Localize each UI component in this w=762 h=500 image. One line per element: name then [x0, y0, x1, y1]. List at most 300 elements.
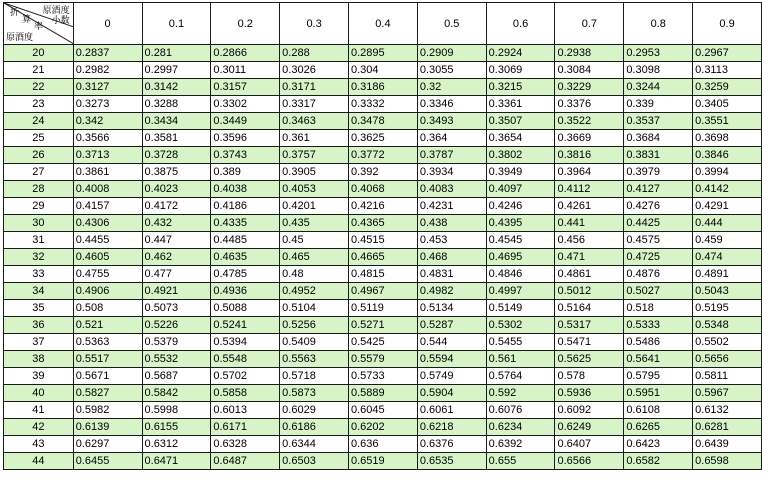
value-cell: 0.5579	[349, 351, 418, 368]
value-cell: 0.3493	[417, 113, 486, 130]
value-cell: 0.5951	[624, 385, 693, 402]
value-cell: 0.4127	[624, 181, 693, 198]
table-row	[4, 402, 762, 419]
value-cell: 0.4455	[73, 232, 142, 249]
value-cell: 0.5073	[142, 300, 211, 317]
value-cell: 0.474	[693, 249, 762, 266]
value-cell: 0.4172	[142, 198, 211, 215]
value-cell: 0.3816	[555, 147, 624, 164]
column-header: 0.7	[555, 3, 624, 45]
row-label-cell: 27	[4, 164, 74, 181]
value-cell: 0.3273	[73, 96, 142, 113]
value-cell: 0.3098	[624, 62, 693, 79]
value-cell: 0.5827	[73, 385, 142, 402]
value-cell: 0.5873	[280, 385, 349, 402]
row-label-cell: 36	[4, 317, 74, 334]
value-cell: 0.5271	[349, 317, 418, 334]
row-label-cell: 35	[4, 300, 74, 317]
value-cell: 0.339	[624, 96, 693, 113]
value-cell: 0.6455	[73, 453, 142, 470]
corner-rate-label-3: 率	[34, 21, 44, 31]
value-cell: 0.3949	[486, 164, 555, 181]
value-cell: 0.3581	[142, 130, 211, 147]
value-cell: 0.4982	[417, 283, 486, 300]
value-cell: 0.5226	[142, 317, 211, 334]
value-cell: 0.468	[417, 249, 486, 266]
corner-rate-label-1: 折	[10, 7, 20, 17]
value-cell: 0.3743	[211, 147, 280, 164]
value-cell: 0.3084	[555, 62, 624, 79]
value-cell: 0.5088	[211, 300, 280, 317]
table-header	[4, 3, 762, 45]
value-cell: 0.2938	[555, 45, 624, 62]
value-cell: 0.5795	[624, 368, 693, 385]
value-cell: 0.5842	[142, 385, 211, 402]
value-cell: 0.3288	[142, 96, 211, 113]
row-label-cell: 30	[4, 215, 74, 232]
value-cell: 0.6265	[624, 419, 693, 436]
value-cell: 0.6423	[624, 436, 693, 453]
corner-column-header: 原酒度	[42, 5, 70, 15]
corner-rate-label-2: 算	[22, 14, 32, 24]
value-cell: 0.4485	[211, 232, 280, 249]
value-cell: 0.4425	[624, 215, 693, 232]
value-cell: 0.5502	[693, 334, 762, 351]
value-cell: 0.5811	[693, 368, 762, 385]
value-cell: 0.4906	[73, 283, 142, 300]
value-cell: 0.4365	[349, 215, 418, 232]
value-cell: 0.3757	[280, 147, 349, 164]
corner-column-subheader: 小数	[51, 15, 70, 25]
value-cell: 0.3157	[211, 79, 280, 96]
value-cell: 0.3698	[693, 130, 762, 147]
value-cell: 0.5998	[142, 402, 211, 419]
value-cell: 0.5455	[486, 334, 555, 351]
value-cell: 0.5256	[280, 317, 349, 334]
value-cell: 0.6535	[417, 453, 486, 470]
value-cell: 0.456	[555, 232, 624, 249]
row-label-cell: 24	[4, 113, 74, 130]
value-cell: 0.5134	[417, 300, 486, 317]
value-cell: 0.444	[693, 215, 762, 232]
value-cell: 0.4515	[349, 232, 418, 249]
value-cell: 0.5904	[417, 385, 486, 402]
row-label-cell: 26	[4, 147, 74, 164]
value-cell: 0.3478	[349, 113, 418, 130]
corner-row-header: 原酒度	[6, 32, 34, 42]
value-cell: 0.6202	[349, 419, 418, 436]
value-cell: 0.6598	[693, 453, 762, 470]
value-cell: 0.4545	[486, 232, 555, 249]
table-row	[4, 249, 762, 266]
value-cell: 0.6344	[280, 436, 349, 453]
table-row	[4, 79, 762, 96]
value-cell: 0.6487	[211, 453, 280, 470]
value-cell: 0.435	[280, 215, 349, 232]
value-cell: 0.3361	[486, 96, 555, 113]
value-cell: 0.5749	[417, 368, 486, 385]
value-cell: 0.2982	[73, 62, 142, 79]
value-cell: 0.6045	[349, 402, 418, 419]
row-label-cell: 20	[4, 45, 74, 62]
value-cell: 0.4335	[211, 215, 280, 232]
table-row	[4, 215, 762, 232]
value-cell: 0.4261	[555, 198, 624, 215]
row-label-cell: 32	[4, 249, 74, 266]
value-cell: 0.6076	[486, 402, 555, 419]
value-cell: 0.3566	[73, 130, 142, 147]
value-cell: 0.6029	[280, 402, 349, 419]
value-cell: 0.4053	[280, 181, 349, 198]
value-cell: 0.3831	[624, 147, 693, 164]
value-cell: 0.3069	[486, 62, 555, 79]
value-cell: 0.592	[486, 385, 555, 402]
value-cell: 0.4725	[624, 249, 693, 266]
value-cell: 0.48	[280, 266, 349, 283]
value-cell: 0.6297	[73, 436, 142, 453]
value-cell: 0.6132	[693, 402, 762, 419]
value-cell: 0.4921	[142, 283, 211, 300]
value-cell: 0.4395	[486, 215, 555, 232]
value-cell: 0.2997	[142, 62, 211, 79]
value-cell: 0.3846	[693, 147, 762, 164]
value-cell: 0.5379	[142, 334, 211, 351]
value-cell: 0.5043	[693, 283, 762, 300]
table-row	[4, 351, 762, 368]
value-cell: 0.5104	[280, 300, 349, 317]
value-cell: 0.4846	[486, 266, 555, 283]
row-label-cell: 41	[4, 402, 74, 419]
value-cell: 0.5027	[624, 283, 693, 300]
header-row	[4, 3, 762, 45]
value-cell: 0.5733	[349, 368, 418, 385]
value-cell: 0.6218	[417, 419, 486, 436]
row-label-cell: 38	[4, 351, 74, 368]
value-cell: 0.3934	[417, 164, 486, 181]
value-cell: 0.4023	[142, 181, 211, 198]
value-cell: 0.3625	[349, 130, 418, 147]
value-cell: 0.6281	[693, 419, 762, 436]
value-cell: 0.3449	[211, 113, 280, 130]
row-label-cell: 34	[4, 283, 74, 300]
value-cell: 0.3537	[624, 113, 693, 130]
value-cell: 0.5563	[280, 351, 349, 368]
value-cell: 0.6407	[555, 436, 624, 453]
value-cell: 0.32	[417, 79, 486, 96]
value-cell: 0.561	[486, 351, 555, 368]
value-cell: 0.6139	[73, 419, 142, 436]
value-cell: 0.4276	[624, 198, 693, 215]
value-cell: 0.441	[555, 215, 624, 232]
value-cell: 0.3127	[73, 79, 142, 96]
table-row	[4, 164, 762, 181]
value-cell: 0.3522	[555, 113, 624, 130]
value-cell: 0.4246	[486, 198, 555, 215]
value-cell: 0.6519	[349, 453, 418, 470]
column-header: 0.3	[280, 3, 349, 45]
row-label-cell: 23	[4, 96, 74, 113]
value-cell: 0.3376	[555, 96, 624, 113]
value-cell: 0.5718	[280, 368, 349, 385]
value-cell: 0.4936	[211, 283, 280, 300]
table-row	[4, 453, 762, 470]
value-cell: 0.3259	[693, 79, 762, 96]
value-cell: 0.3684	[624, 130, 693, 147]
value-cell: 0.5656	[693, 351, 762, 368]
value-cell: 0.5012	[555, 283, 624, 300]
table-row	[4, 96, 762, 113]
value-cell: 0.5149	[486, 300, 555, 317]
value-cell: 0.4997	[486, 283, 555, 300]
value-cell: 0.3113	[693, 62, 762, 79]
row-label-cell: 44	[4, 453, 74, 470]
value-cell: 0.288	[280, 45, 349, 62]
value-cell: 0.2953	[624, 45, 693, 62]
value-cell: 0.3244	[624, 79, 693, 96]
value-cell: 0.5471	[555, 334, 624, 351]
value-cell: 0.3055	[417, 62, 486, 79]
value-cell: 0.4068	[349, 181, 418, 198]
value-cell: 0.6376	[417, 436, 486, 453]
value-cell: 0.5687	[142, 368, 211, 385]
value-cell: 0.392	[349, 164, 418, 181]
value-cell: 0.5486	[624, 334, 693, 351]
corner-header-cell	[4, 3, 74, 45]
column-header: 0.6	[486, 3, 555, 45]
value-cell: 0.3317	[280, 96, 349, 113]
value-cell: 0.4083	[417, 181, 486, 198]
value-cell: 0.5517	[73, 351, 142, 368]
column-header: 0.8	[624, 3, 693, 45]
value-cell: 0.45	[280, 232, 349, 249]
value-cell: 0.3905	[280, 164, 349, 181]
value-cell: 0.4831	[417, 266, 486, 283]
row-label-cell: 42	[4, 419, 74, 436]
table-row	[4, 368, 762, 385]
value-cell: 0.6471	[142, 453, 211, 470]
table-body	[4, 45, 762, 470]
value-cell: 0.281	[142, 45, 211, 62]
value-cell: 0.5625	[555, 351, 624, 368]
value-cell: 0.3215	[486, 79, 555, 96]
value-cell: 0.3346	[417, 96, 486, 113]
value-cell: 0.4605	[73, 249, 142, 266]
table-row	[4, 385, 762, 402]
value-cell: 0.6328	[211, 436, 280, 453]
value-cell: 0.4861	[555, 266, 624, 283]
value-cell: 0.6108	[624, 402, 693, 419]
value-cell: 0.465	[280, 249, 349, 266]
value-cell: 0.3463	[280, 113, 349, 130]
column-header: 0	[73, 3, 142, 45]
value-cell: 0.4891	[693, 266, 762, 283]
value-cell: 0.5333	[624, 317, 693, 334]
value-cell: 0.4112	[555, 181, 624, 198]
value-cell: 0.5119	[349, 300, 418, 317]
value-cell: 0.4201	[280, 198, 349, 215]
value-cell: 0.438	[417, 215, 486, 232]
row-label-cell: 29	[4, 198, 74, 215]
table-row	[4, 130, 762, 147]
value-cell: 0.5348	[693, 317, 762, 334]
column-header: 0.5	[417, 3, 486, 45]
column-header: 0.2	[211, 3, 280, 45]
value-cell: 0.6234	[486, 419, 555, 436]
value-cell: 0.5641	[624, 351, 693, 368]
column-header: 0.4	[349, 3, 418, 45]
value-cell: 0.453	[417, 232, 486, 249]
value-cell: 0.3802	[486, 147, 555, 164]
value-cell: 0.5425	[349, 334, 418, 351]
value-cell: 0.5241	[211, 317, 280, 334]
table-row	[4, 419, 762, 436]
value-cell: 0.4785	[211, 266, 280, 283]
row-label-cell: 28	[4, 181, 74, 198]
value-cell: 0.3171	[280, 79, 349, 96]
table-row	[4, 62, 762, 79]
value-cell: 0.2967	[693, 45, 762, 62]
row-label-cell: 37	[4, 334, 74, 351]
table-row	[4, 266, 762, 283]
value-cell: 0.4008	[73, 181, 142, 198]
value-cell: 0.6186	[280, 419, 349, 436]
value-cell: 0.5164	[555, 300, 624, 317]
value-cell: 0.6249	[555, 419, 624, 436]
value-cell: 0.3332	[349, 96, 418, 113]
value-cell: 0.4142	[693, 181, 762, 198]
value-cell: 0.4291	[693, 198, 762, 215]
value-cell: 0.3861	[73, 164, 142, 181]
value-cell: 0.6566	[555, 453, 624, 470]
value-cell: 0.2837	[73, 45, 142, 62]
row-label-cell: 21	[4, 62, 74, 79]
value-cell: 0.3011	[211, 62, 280, 79]
row-label-cell: 25	[4, 130, 74, 147]
value-cell: 0.6061	[417, 402, 486, 419]
value-cell: 0.2924	[486, 45, 555, 62]
table-row	[4, 198, 762, 215]
value-cell: 0.4231	[417, 198, 486, 215]
value-cell: 0.3772	[349, 147, 418, 164]
value-cell: 0.508	[73, 300, 142, 317]
value-cell: 0.471	[555, 249, 624, 266]
value-cell: 0.4815	[349, 266, 418, 283]
column-header: 0.1	[142, 3, 211, 45]
value-cell: 0.3994	[693, 164, 762, 181]
value-cell: 0.518	[624, 300, 693, 317]
value-cell: 0.5302	[486, 317, 555, 334]
value-cell: 0.5548	[211, 351, 280, 368]
value-cell: 0.4755	[73, 266, 142, 283]
value-cell: 0.459	[693, 232, 762, 249]
value-cell: 0.3551	[693, 113, 762, 130]
value-cell: 0.5317	[555, 317, 624, 334]
value-cell: 0.3654	[486, 130, 555, 147]
value-cell: 0.5858	[211, 385, 280, 402]
value-cell: 0.3026	[280, 62, 349, 79]
value-cell: 0.3787	[417, 147, 486, 164]
value-cell: 0.5532	[142, 351, 211, 368]
value-cell: 0.6439	[693, 436, 762, 453]
value-cell: 0.6013	[211, 402, 280, 419]
value-cell: 0.3405	[693, 96, 762, 113]
value-cell: 0.5702	[211, 368, 280, 385]
value-cell: 0.6582	[624, 453, 693, 470]
value-cell: 0.3875	[142, 164, 211, 181]
value-cell: 0.578	[555, 368, 624, 385]
value-cell: 0.2866	[211, 45, 280, 62]
row-label-cell: 43	[4, 436, 74, 453]
value-cell: 0.5409	[280, 334, 349, 351]
value-cell: 0.4097	[486, 181, 555, 198]
value-cell: 0.544	[417, 334, 486, 351]
value-cell: 0.4038	[211, 181, 280, 198]
row-label-cell: 33	[4, 266, 74, 283]
value-cell: 0.6312	[142, 436, 211, 453]
value-cell: 0.4306	[73, 215, 142, 232]
value-cell: 0.5889	[349, 385, 418, 402]
value-cell: 0.5195	[693, 300, 762, 317]
value-cell: 0.3713	[73, 147, 142, 164]
value-cell: 0.304	[349, 62, 418, 79]
value-cell: 0.4157	[73, 198, 142, 215]
value-cell: 0.3507	[486, 113, 555, 130]
value-cell: 0.342	[73, 113, 142, 130]
value-cell: 0.3186	[349, 79, 418, 96]
value-cell: 0.521	[73, 317, 142, 334]
row-label-cell: 22	[4, 79, 74, 96]
table-row	[4, 181, 762, 198]
table-row	[4, 300, 762, 317]
value-cell: 0.4635	[211, 249, 280, 266]
value-cell: 0.4695	[486, 249, 555, 266]
value-cell: 0.4186	[211, 198, 280, 215]
value-cell: 0.447	[142, 232, 211, 249]
value-cell: 0.3229	[555, 79, 624, 96]
value-cell: 0.636	[349, 436, 418, 453]
value-cell: 0.2909	[417, 45, 486, 62]
value-cell: 0.5764	[486, 368, 555, 385]
value-cell: 0.6155	[142, 419, 211, 436]
value-cell: 0.5982	[73, 402, 142, 419]
value-cell: 0.5671	[73, 368, 142, 385]
value-cell: 0.6392	[486, 436, 555, 453]
value-cell: 0.361	[280, 130, 349, 147]
value-cell: 0.6171	[211, 419, 280, 436]
value-cell: 0.389	[211, 164, 280, 181]
table-row	[4, 147, 762, 164]
table-row	[4, 436, 762, 453]
value-cell: 0.3596	[211, 130, 280, 147]
table-row	[4, 317, 762, 334]
table-row	[4, 283, 762, 300]
table-row	[4, 45, 762, 62]
value-cell: 0.432	[142, 215, 211, 232]
row-label-cell: 31	[4, 232, 74, 249]
value-cell: 0.364	[417, 130, 486, 147]
value-cell: 0.4876	[624, 266, 693, 283]
table-row	[4, 232, 762, 249]
value-cell: 0.6092	[555, 402, 624, 419]
value-cell: 0.3142	[142, 79, 211, 96]
value-cell: 0.477	[142, 266, 211, 283]
value-cell: 0.3434	[142, 113, 211, 130]
value-cell: 0.3669	[555, 130, 624, 147]
value-cell: 0.4967	[349, 283, 418, 300]
value-cell: 0.3728	[142, 147, 211, 164]
column-header: 0.9	[693, 3, 762, 45]
value-cell: 0.5967	[693, 385, 762, 402]
